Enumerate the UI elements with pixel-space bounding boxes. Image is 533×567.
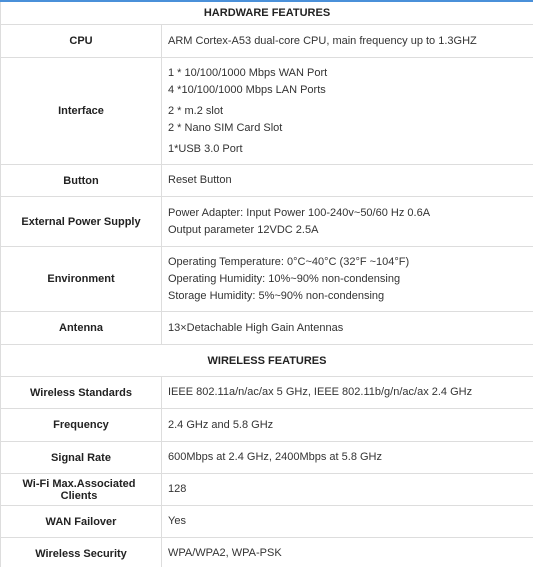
spec-label-clients: Wi-Fi Max.Associated Clients xyxy=(1,474,162,506)
spec-label-interface: Interface xyxy=(1,58,162,165)
spec-value-clients: 128 xyxy=(162,474,533,506)
spec-label-environment: Environment xyxy=(1,247,162,312)
section-title-hardware: HARDWARE FEATURES xyxy=(1,1,533,25)
spec-label-wan-failover: WAN Failover xyxy=(1,506,162,538)
interface-line: 1*USB 3.0 Port xyxy=(168,142,243,155)
spec-label-button: Button xyxy=(1,165,162,197)
spec-label-power: External Power Supply xyxy=(1,197,162,247)
environment-line: Operating Temperature: 0°C~40°C (32°F ~104°F) xyxy=(168,255,410,268)
spec-row-wan-failover xyxy=(1,506,533,538)
spec-row-cpu xyxy=(1,25,533,58)
spec-value-button: Reset Button xyxy=(162,165,533,197)
power-line: Power Adapter: Input Power 100-240v~50/60 Hz 0.6A xyxy=(168,206,431,219)
spec-value-power xyxy=(162,197,533,247)
section-title-wireless: WIRELESS FEATURES xyxy=(1,345,533,377)
spec-row-frequency xyxy=(1,409,533,442)
spec-value-environment xyxy=(162,247,533,312)
interface-line: 2 * m.2 slot xyxy=(168,104,224,117)
spec-row-standards xyxy=(1,377,533,409)
spec-label-antenna: Antenna xyxy=(1,312,162,345)
spec-value-wan-failover: Yes xyxy=(162,506,533,538)
environment-line: Operating Humidity: 10%~90% non-condensing xyxy=(168,272,401,285)
interface-line: 2 * Nano SIM Card Slot xyxy=(168,121,283,134)
spec-value-security: WPA/WPA2, WPA-PSK xyxy=(162,538,533,567)
spec-label-cpu: CPU xyxy=(1,25,162,58)
spec-row-clients xyxy=(1,474,533,506)
spec-row-environment xyxy=(1,247,533,312)
spec-value-antenna: 13×Detachable High Gain Antennas xyxy=(162,312,533,345)
spec-row-signal-rate xyxy=(1,442,533,474)
spec-label-signal-rate: Signal Rate xyxy=(1,442,162,474)
section-header-wireless xyxy=(1,345,533,377)
spec-value-standards: IEEE 802.11a/n/ac/ax 5 GHz, IEEE 802.11b/g/n/ac/ax 2.4 GHz xyxy=(162,377,533,409)
spec-row-antenna xyxy=(1,312,533,345)
power-line: Output parameter 12VDC 2.5A xyxy=(168,223,319,236)
spec-label-standards: Wireless Standards xyxy=(1,377,162,409)
spec-label-frequency: Frequency xyxy=(1,409,162,442)
spec-row-power xyxy=(1,197,533,247)
spec-value-signal-rate: 600Mbps at 2.4 GHz, 2400Mbps at 5.8 GHz xyxy=(162,442,533,474)
spec-value-frequency: 2.4 GHz and 5.8 GHz xyxy=(162,409,533,442)
spec-value-cpu: ARM Cortex-A53 dual-core CPU, main frequency up to 1.3GHZ xyxy=(162,25,533,58)
section-header-hardware xyxy=(1,1,533,25)
spec-value-interface xyxy=(162,58,533,165)
environment-line: Storage Humidity: 5%~90% non-condensing xyxy=(168,289,385,302)
top-accent-line xyxy=(0,0,533,2)
spec-row-interface xyxy=(1,58,533,165)
spec-label-security: Wireless Security xyxy=(1,538,162,567)
interface-line: 4 *10/100/1000 Mbps LAN Ports xyxy=(168,83,326,96)
interface-line: 1 * 10/100/1000 Mbps WAN Port xyxy=(168,66,328,79)
spec-row-security xyxy=(1,538,533,567)
spec-row-button xyxy=(1,165,533,197)
